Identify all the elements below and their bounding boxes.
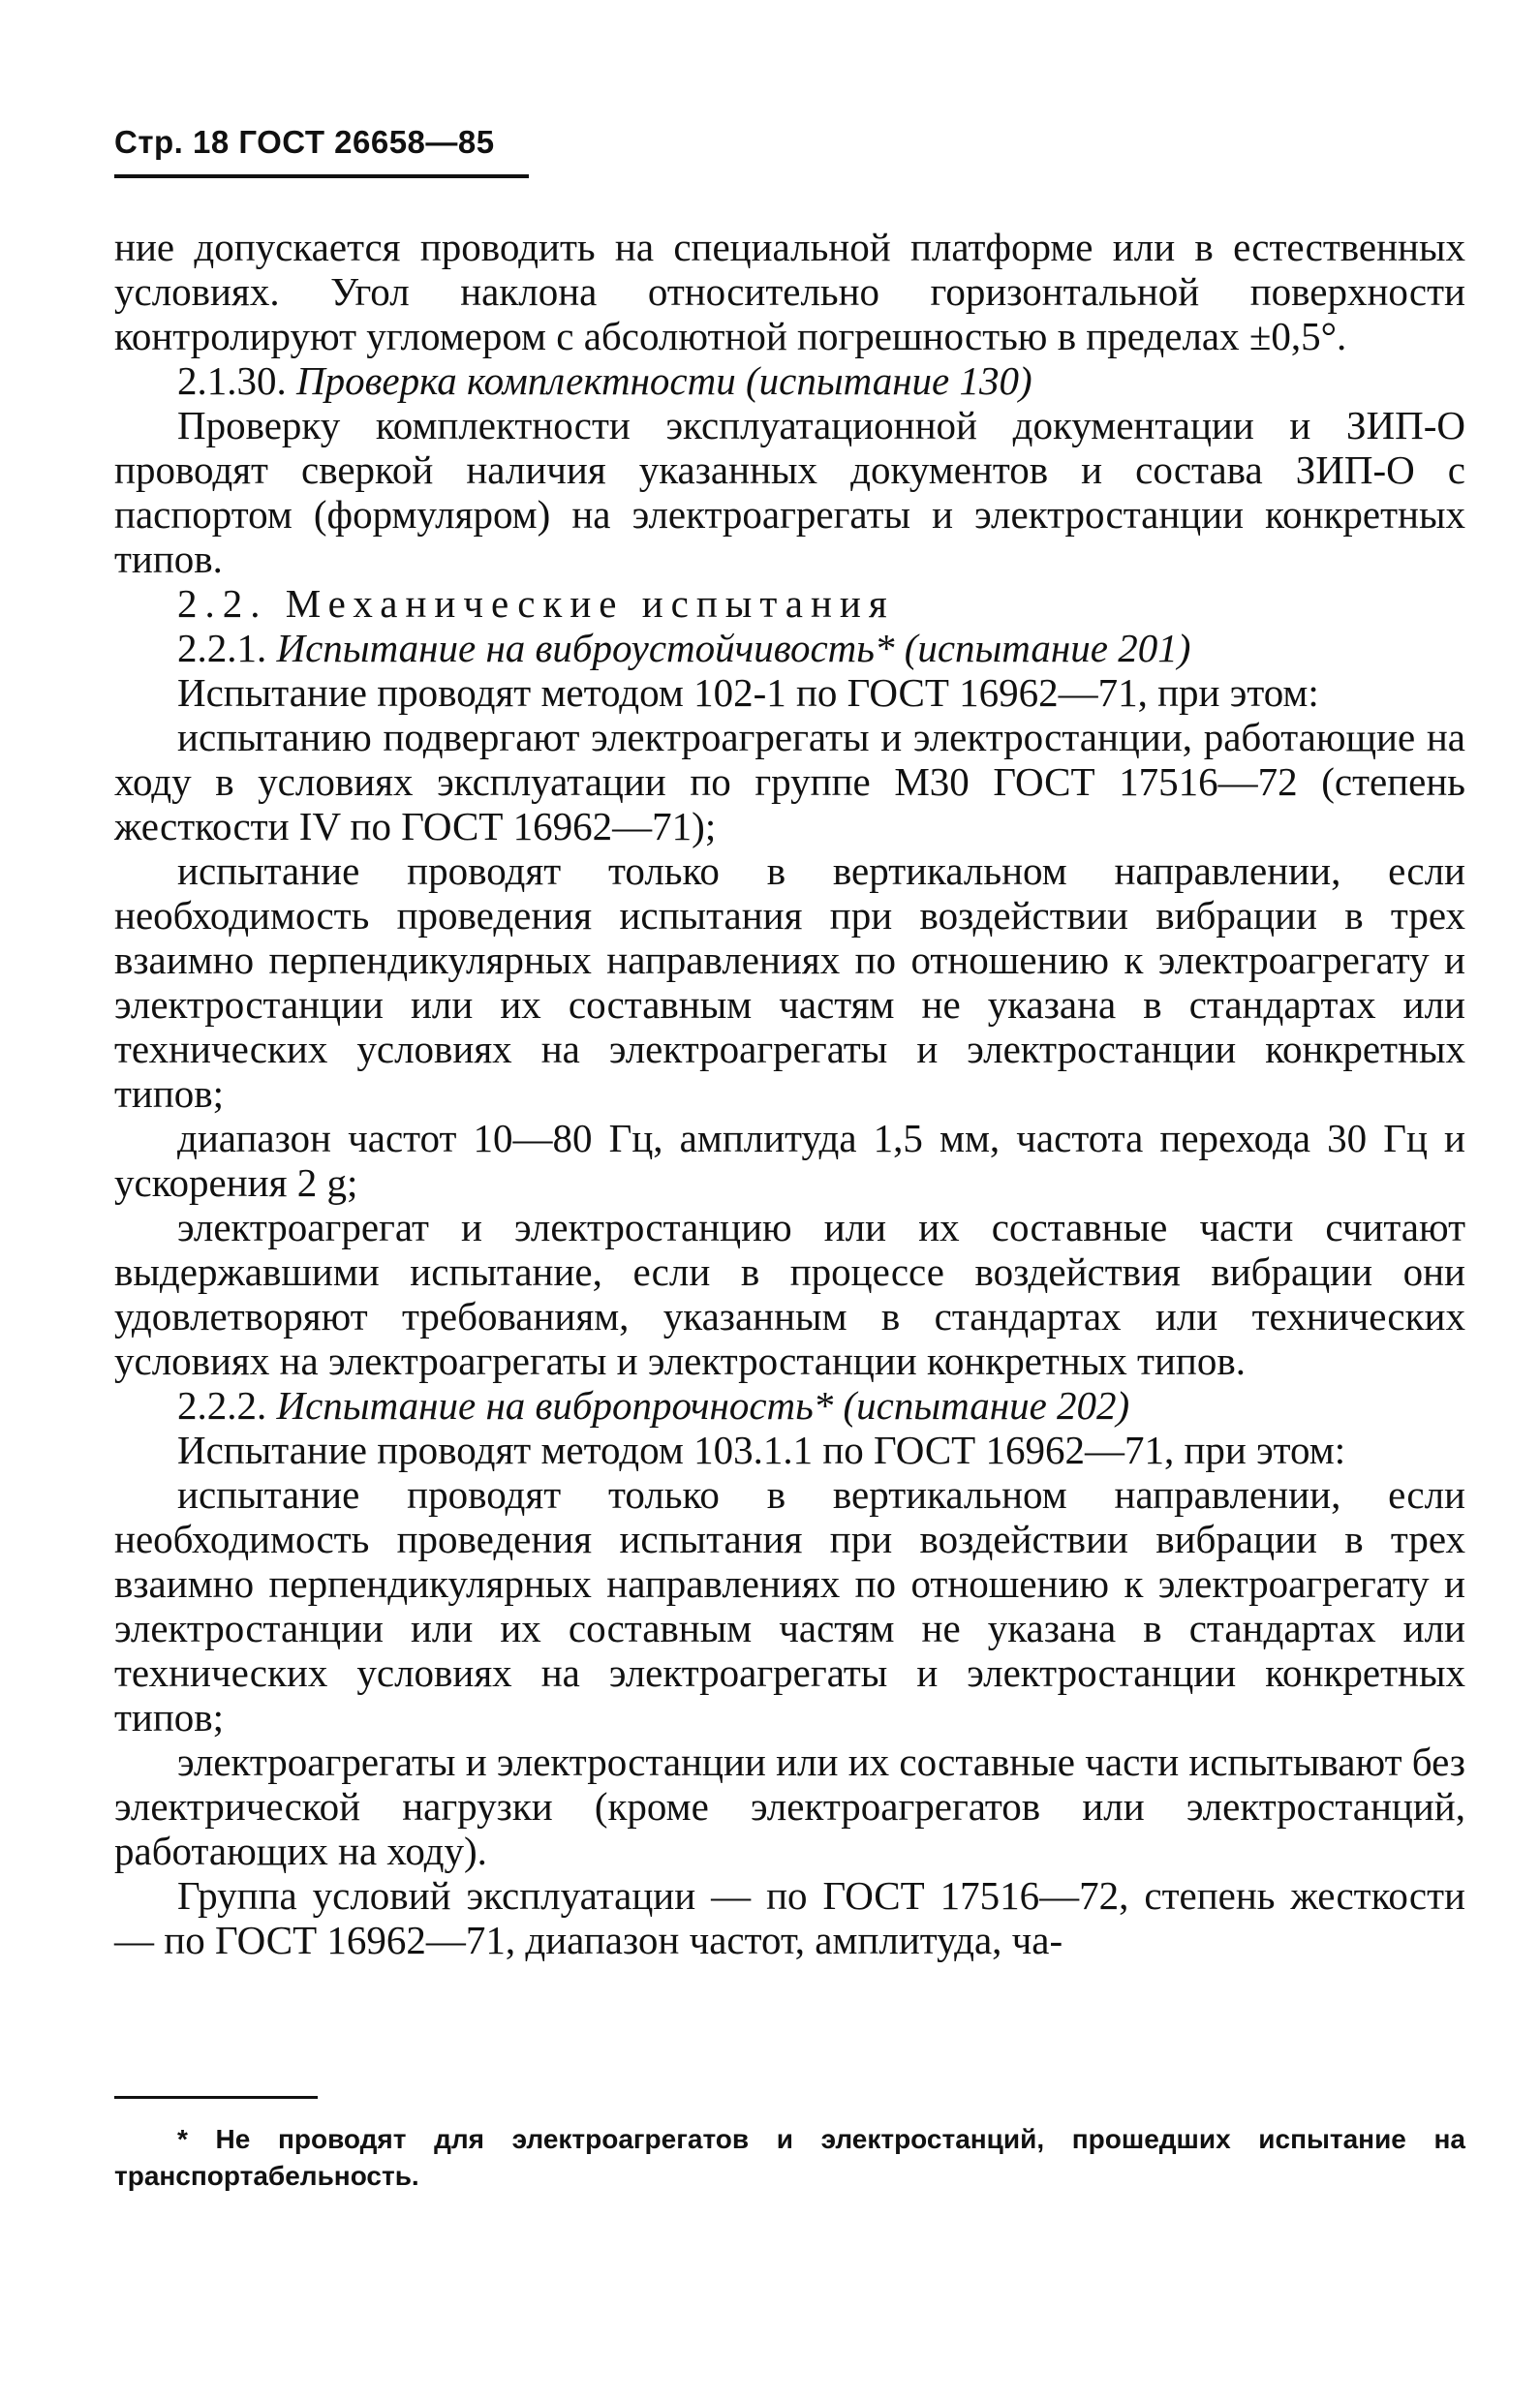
list-item: электроагрегаты и электростанции или их составные части испытывают без электрической нагрузки (кроме электроагрегатов или электростанций, работающих на ходу). (114, 1740, 1465, 1873)
list-item: испытанию подвергают электроагрегаты и электростанции, работающие на ходу в условиях эксплуатации по группе М30 ГОСТ 17516—72 (степень жесткости IV по ГОСТ 16962—71); (114, 715, 1465, 848)
section-heading-2-2-2 (114, 1383, 1465, 1428)
list-item: испытание проводят только в вертикальном направлении, если необходимость проведения испытания при воздействии вибрации в трех взаимно перпендикулярных направлениях по отношению к электроагрегату и электростанции или их составным частям не указана в стандартах или технических условиях на электроагрегаты и электростанции конкретных типов; (114, 848, 1465, 1116)
footnote: * Не проводят для электроагрегатов и электростанций, прошедших испытание на транспортабельность. (114, 2124, 1465, 2191)
page-header: Стр. 18 ГОСТ 26658—85 (114, 124, 495, 160)
section-title: Испытание на вибропрочность* (испытание 202) (276, 1383, 1130, 1428)
paragraph: Группа условий эксплуатации — по ГОСТ 17516—72, степень жесткости — по ГОСТ 16962—71, диапазон частот, амплитуда, ча- (114, 1873, 1465, 1962)
document-body (114, 225, 1465, 1962)
list-item: электроагрегат и электростанцию или их составные части считают выдержавшими испытание, если в процессе воздействия вибрации они удовлетворяют требованиям, указанным в стандартах или технических условиях на электроагрегаты и электростанции конкретных типов. (114, 1205, 1465, 1383)
paragraph: Испытание проводят методом 102-1 по ГОСТ 16962—71, при этом: (177, 670, 1319, 715)
paragraph: Испытание проводят методом 103.1.1 по ГОСТ 16962—71, при этом: (177, 1428, 1346, 1472)
list-item: диапазон частот 10—80 Гц, амплитуда 1,5 мм, частота перехода 30 Гц и ускорения 2 g; (114, 1116, 1465, 1205)
paragraph: Проверку комплектности эксплуатационной документации и ЗИП-О проводят сверкой наличия указанных документов и состава ЗИП-О с паспортом (формуляром) на электроагрегаты и электростанции конкретных типов. (114, 403, 1465, 581)
section-number: 2.2.1. (177, 626, 267, 670)
paragraph: ние допускается проводить на специальной платформе или в естественных условиях. Угол наклона относительно горизонтальной поверхности контролируют угломером с абсолютной погрешностью в пределах ±0,5°. (114, 225, 1465, 358)
section-title: Проверка комплектности (испытание 130) (296, 358, 1032, 403)
list-item: испытание проводят только в вертикальном направлении, если необходимость проведения испытания при воздействии вибрации в трех взаимно перпендикулярных направлениях по отношению к электроагрегату и электростанции или их составным частям не указана в стандартах или технических условиях на электроагрегаты и электростанции конкретных типов; (114, 1472, 1465, 1740)
footnote-divider (114, 2096, 318, 2099)
section-title: Испытание на виброустойчивость* (испытание 201) (276, 626, 1191, 670)
section-number: 2.2.2. (177, 1383, 267, 1428)
section-number: 2.1.30. (177, 358, 287, 403)
header-divider (114, 174, 529, 178)
section-heading-2-2-1 (114, 626, 1465, 670)
section-heading-2-1-30 (114, 358, 1465, 403)
section-heading-2-2: 2.2. Механические испытания (177, 581, 895, 626)
